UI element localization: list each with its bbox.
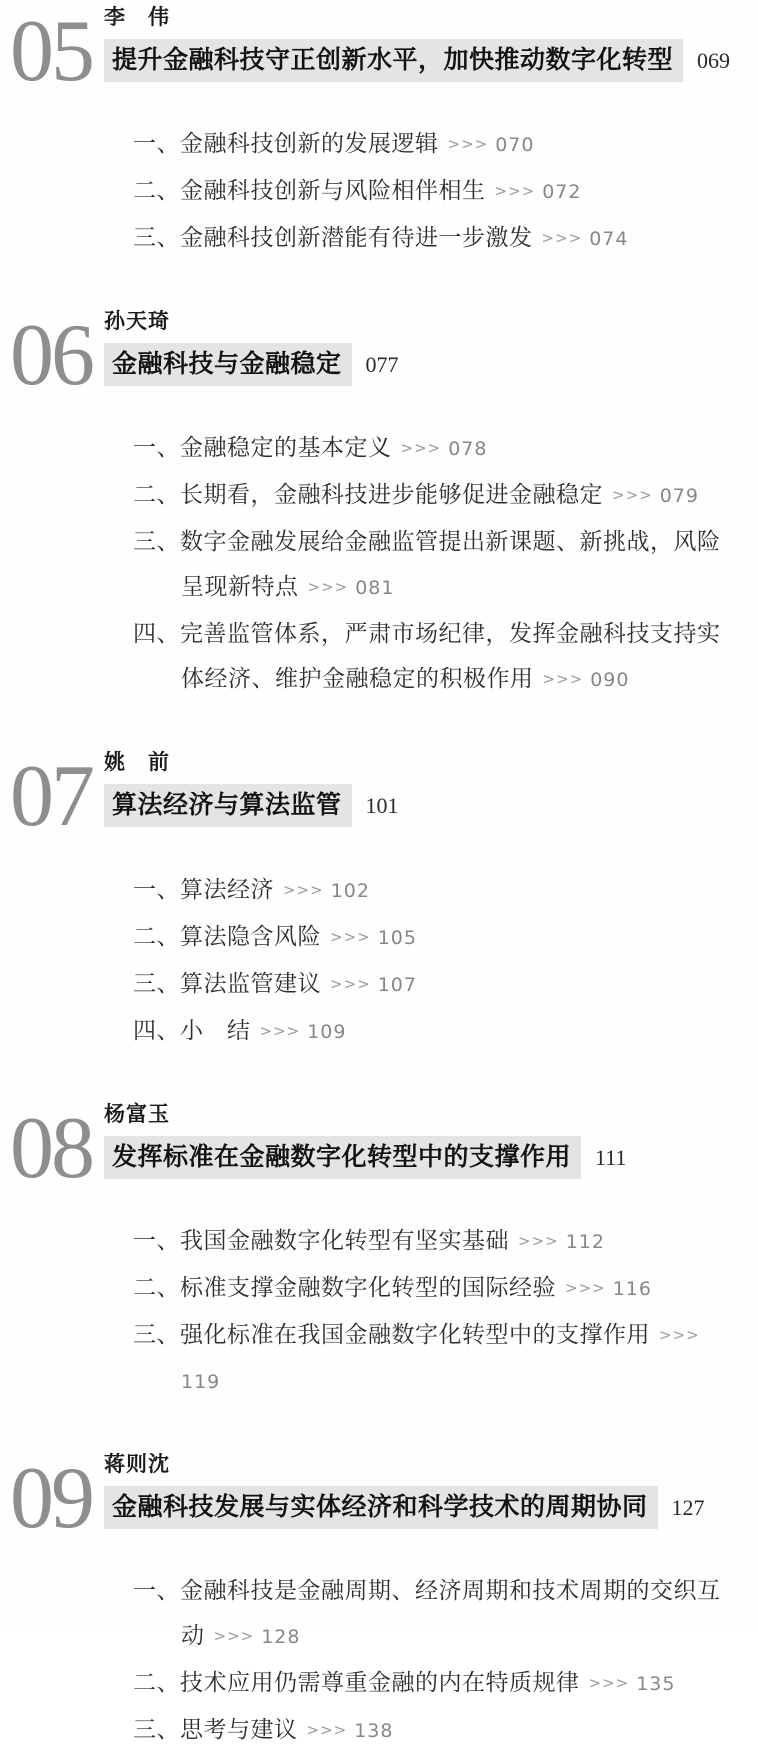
section-header (0, 3, 758, 100)
toc-item (133, 215, 740, 262)
toc-item (133, 1265, 740, 1312)
toc-item-page: 090 (590, 669, 630, 692)
toc-item (133, 1218, 740, 1265)
toc-item (133, 611, 740, 703)
toc-item-text: 二、标准支撑金融数字化转型的国际经验 (133, 1274, 556, 1300)
toc-item (133, 914, 740, 961)
toc-item (133, 519, 740, 611)
arrow-marks: >>> (330, 927, 371, 946)
section-header-right (104, 749, 758, 827)
toc-item-page: 102 (330, 879, 370, 902)
toc-item-page: 109 (307, 1020, 347, 1043)
section-page-number: 111 (595, 1144, 627, 1170)
toc-item-text: 四、小 结 (133, 1017, 251, 1043)
section-page-number: 101 (365, 793, 399, 819)
toc-section (0, 1101, 758, 1405)
toc-item-page: 081 (355, 577, 395, 600)
section-item-list (133, 1568, 740, 1754)
section-author: 李 伟 (104, 6, 170, 29)
toc-item-page: 116 (612, 1277, 652, 1300)
toc-section (0, 749, 758, 1054)
section-title: 发挥标准在金融数字化转型中的支撑作用 (104, 1136, 581, 1179)
arrow-marks: >>> (400, 439, 442, 458)
arrow-marks: >>> (588, 1673, 630, 1692)
toc-item-text: 二、长期看，金融科技进步能够促进金融稳定 (133, 482, 603, 508)
section-item-list (133, 425, 740, 703)
arrow-marks: >>> (659, 1325, 700, 1344)
arrow-marks: >>> (307, 578, 349, 597)
toc-item-text: 三、金融科技创新潜能有待进一步激发 (133, 225, 533, 251)
section-title-row (104, 39, 744, 82)
toc-item-page: 107 (377, 973, 417, 996)
section-header-right (104, 4, 758, 82)
section-item-list (133, 121, 740, 262)
section-number: 06 (10, 307, 92, 405)
arrow-marks: >>> (542, 670, 584, 689)
toc-item-text: 一、算法经济 (133, 876, 274, 902)
toc-item-text: 四、完善监管体系，严肃市场纪律，发挥金融科技支持实体经济、维护金融稳定的积极作用 (133, 621, 721, 692)
section-author: 孙天琦 (104, 310, 170, 334)
section-header (0, 748, 758, 846)
arrow-marks: >>> (518, 1231, 559, 1250)
section-header (0, 1099, 758, 1197)
section-title: 算法经济与算法监管 (104, 784, 352, 827)
arrow-marks: >>> (330, 974, 371, 993)
section-header-right (104, 1101, 758, 1179)
section-author: 杨富玉 (104, 1102, 170, 1126)
section-number: 07 (10, 748, 92, 846)
arrow-marks: >>> (213, 1626, 255, 1645)
section-title-row (104, 343, 744, 386)
toc-item-page: 078 (448, 438, 488, 461)
toc-item-page: 070 (495, 134, 535, 157)
toc-item-text: 三、思考与建议 (133, 1716, 298, 1742)
toc-item (133, 867, 740, 914)
toc-section (0, 4, 758, 262)
section-header-right (104, 308, 758, 386)
toc-item-text: 二、金融科技创新与风险相伴相生 (133, 178, 486, 204)
section-author: 姚 前 (104, 751, 170, 775)
toc-item-text: 三、算法监管建议 (133, 970, 321, 996)
toc-item (133, 1660, 740, 1707)
section-item-list (133, 1218, 740, 1405)
toc-item-page: 079 (659, 485, 699, 508)
arrow-marks: >>> (612, 486, 653, 505)
toc-item-text: 一、我国金融数字化转型有坚实基础 (133, 1227, 509, 1253)
toc-section (0, 308, 758, 703)
toc-item-text: 三、数字金融发展给金融监管提出新课题、新挑战，风险呈现新特点 (133, 529, 721, 600)
toc-item (133, 121, 740, 168)
toc-item-page: 119 (181, 1370, 221, 1393)
toc-item-text: 二、技术应用仍需尊重金融的内在特质规律 (133, 1669, 580, 1695)
section-header (0, 1449, 758, 1547)
toc-item (133, 1568, 740, 1660)
section-author: 蒋则沈 (104, 1452, 170, 1476)
toc-item-page: 072 (542, 181, 582, 204)
toc-item (133, 425, 740, 472)
section-page-number: 069 (697, 48, 731, 73)
toc-item (133, 168, 740, 215)
section-item-list (133, 867, 740, 1055)
toc-item-text: 一、金融稳定的基本定义 (133, 435, 392, 461)
toc-item-text: 一、金融科技创新的发展逻辑 (133, 131, 439, 157)
toc-item (133, 961, 740, 1008)
section-title-row (104, 1136, 744, 1179)
arrow-marks: >>> (306, 1720, 348, 1739)
section-title-row (104, 784, 744, 827)
section-header-right (104, 1451, 758, 1529)
toc-item (133, 1707, 740, 1754)
arrow-marks: >>> (494, 182, 536, 201)
toc-item-page: 138 (354, 1719, 394, 1742)
toc-item (133, 1008, 740, 1055)
section-header (0, 307, 758, 405)
arrow-marks: >>> (565, 1278, 606, 1297)
toc-item-text: 一、金融科技是金融周期、经济周期和技术周期的交织互动 (133, 1577, 721, 1648)
section-number: 09 (10, 1449, 92, 1547)
toc-item-text: 二、算法隐含风险 (133, 923, 321, 949)
section-title: 金融科技与金融稳定 (104, 343, 352, 386)
toc-item-page: 074 (589, 228, 629, 251)
section-number: 08 (10, 1099, 92, 1197)
toc-section (0, 1451, 758, 1754)
arrow-marks: >>> (259, 1021, 301, 1040)
arrow-marks: >>> (541, 229, 583, 248)
toc-item (133, 472, 740, 519)
toc-item-page: 135 (636, 1672, 676, 1695)
section-page-number: 127 (671, 1494, 705, 1520)
toc-item (133, 1312, 740, 1405)
section-number: 05 (10, 3, 92, 100)
arrow-marks: >>> (283, 880, 324, 899)
toc-item-page: 128 (261, 1625, 301, 1648)
section-page-number: 077 (365, 352, 399, 378)
section-title-row (104, 1486, 744, 1529)
toc-item-page: 112 (565, 1230, 605, 1253)
toc-item-page: 105 (377, 926, 417, 949)
arrow-marks: >>> (447, 135, 489, 154)
toc-item-text: 三、强化标准在我国金融数字化转型中的支撑作用 (133, 1321, 650, 1347)
section-title: 金融科技发展与实体经济和科学技术的周期协同 (104, 1486, 658, 1529)
section-title: 提升金融科技守正创新水平，加快推动数字化转型 (104, 39, 683, 82)
